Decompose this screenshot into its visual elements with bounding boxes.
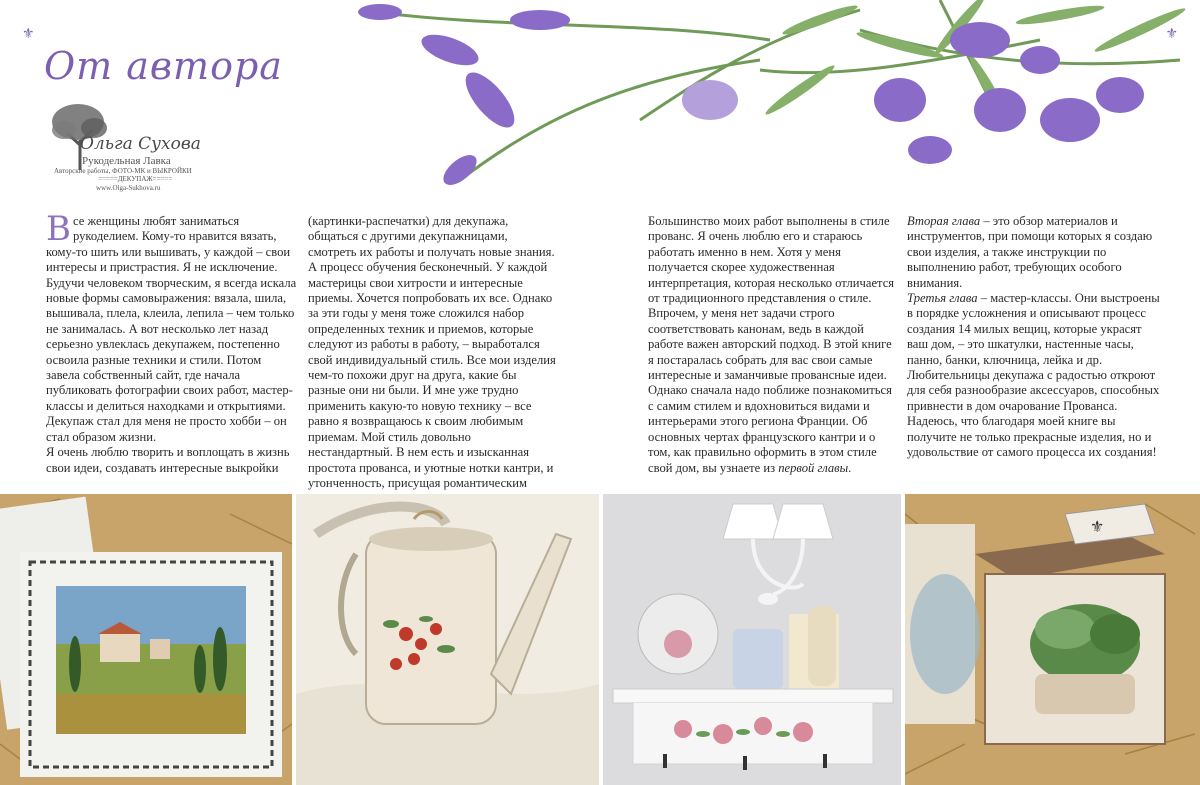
wall-shelf-photo [603,494,901,785]
first-chapter-reference: первой главы [778,460,849,475]
author-logo [50,100,230,190]
article-column-2 [308,214,556,507]
logo-url: www.Olga-Sukhova.ru [96,184,161,192]
decoupage-box-photo [905,494,1200,785]
framed-landscape-photo [0,494,292,785]
logo-subtitle: Рукодельная Лавка [82,155,171,167]
column-3-text: Большинство моих работ выполнены в стиле прованс. Я очень люблю его и стараюсь работать именно в нем. Хотя у меня получается скорее художественная интерпретация, которая несколько отличается от традиционного представления о стиле. Впрочем, у меня нет задачи строго соответствовать канонам, ведь в каждой работе важен авторский подход. В этой книге я постаралась собрать для вас свои самые интересные и заманчивые провансные идеи. Однако сначала надо поближе познакомиться с самим стилем и вдохновиться видами и интерьерами этого региона Франции. Об основных чертах французского кантри и о том, как правильно оформить в этом стиле свой дом, вы узнаете из [648,214,895,475]
svg-text:⚜: ⚜ [1090,517,1105,536]
fleur-de-lis-left-icon: ⚜ [22,27,35,42]
watering-can-photo [296,494,599,785]
second-chapter-label: Вторая глава [907,214,981,228]
logo-line1: Авторские работы, ФОТО-МК и ВЫКРОЙКИ [54,167,192,175]
column-3-end: . [848,460,852,475]
fleur-de-lis-right-icon: ⚜ [1165,27,1178,42]
third-chapter-label: Третья глава [907,291,978,306]
column-4-text-1: – это обзор материалов и инструментов, при помощи которых я создаю свои изделия, а также инструкции по выполнению работ, требующих особого внимания. [907,214,1153,290]
column-1-paragraph-2: Я очень люблю творить и воплощать в жизнь свои идеи, создавать интересные выкройки [46,445,290,475]
logo-line2: =====ДЕКУПАЖ===== [98,175,173,183]
page-title: От автора [44,44,283,88]
article-column-3 [648,214,900,476]
logo-name: Ольга Сухова [80,134,201,154]
column-2-text: (картинки-распечатки) для декупажа, общаться с другими декупажницами, смотреть их работы и получать новые знания. А процесс обучения бесконечный. У каждой мастерицы свои хитрости и интересные приемы. Хочется попробовать их все. Однако за эти годы у меня тоже сложился набор определенных техник и приемов, которые следуют из работы в работу, – выработался свой индивидуальный стиль. Все мои изделия чем-то похожи друг на друга, какие бы разные они ни были. И мне уже трудно применить какую-то новую технику – все равно я возвращаюсь к своим любимым приемам. Мой стиль довольно нестандартный. В нем есть и изысканная простота прованса, и уютные нотки кантри, и утонченность, присущая романтическим [308,214,556,490]
column-1-text: се женщины любят заниматься рукоделием. Кому-то нравится вязать, кому-то шить или вышивать, у каждой – свои интересы и пристрастия. Я не исключение. Будучи человеком творческим, я всегда искала новые формы самовыражения: вязала, шила, вышивала, плела, клеила, лепила – чем только не занималась. А вот несколько лет назад серьезно увлеклась декупажем, постепенно освоила разные техники и стили. Потом завела собственный сайт, где начала публиковать фотографии своих работ, мастер-классы и делиться находками и открытиями. Декупаж стал для меня не просто хобби – он стал образом жизни. [46,214,297,444]
lavender-illustration [340,0,1200,210]
drop-cap: В [46,209,71,249]
photo-strip [0,494,1200,785]
article-column-1 [46,209,298,476]
column-4-text-2: – мастер-классы. Они выстроены в порядке усложнения и описывают процесс создания 14 милых вещиц, которые украсят ваш дом, – это шкатулки, настенные часы, панно, банки, ключница, лейка и др. Любительницы декупажа с радостью откроют для себя разнообразие аксессуаров, способных привнести в дом очарование Прованса. Надеюсь, что благодаря моей книге вы получите не только прекрасные изделия, но и удовольствие от самого процесса их создания! [907,291,1160,460]
article-column-4 [907,214,1163,461]
